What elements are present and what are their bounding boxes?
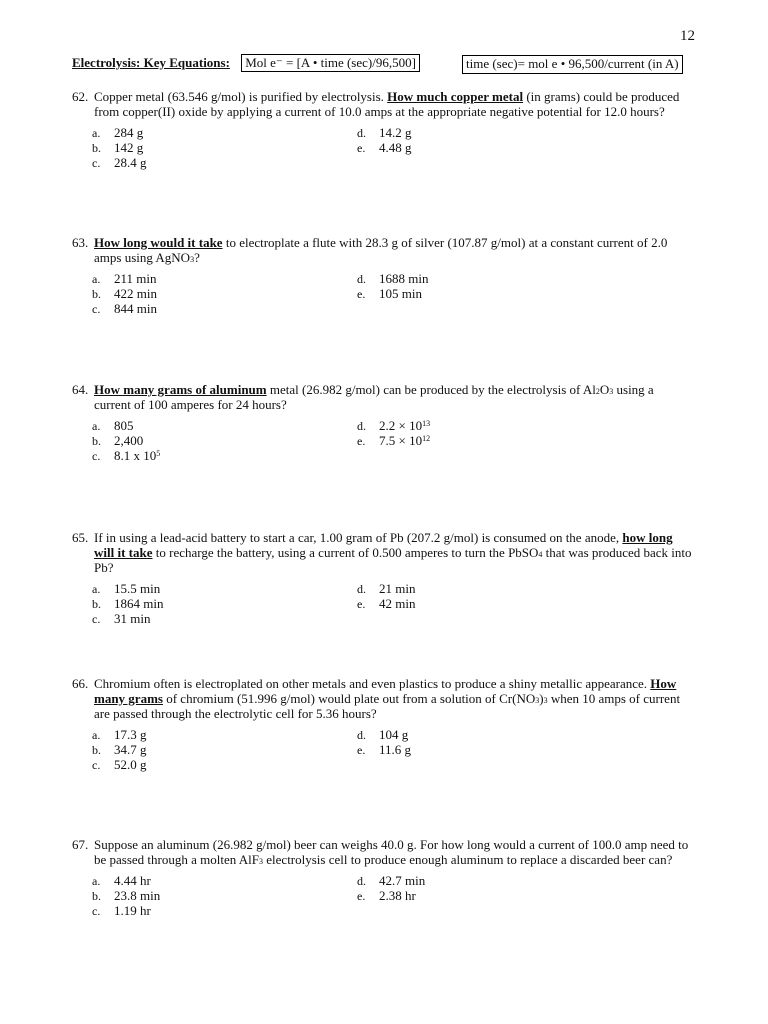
answer-option[interactable]: b. 34.7 g: [92, 742, 147, 757]
answer-option[interactable]: c. 8.1 x $10^5$: [92, 448, 161, 463]
question-text: Copper metal (63.546 g/mol) is purified by electrolysis. How much copper metal (in grams) could be produced from copper(II) oxide by applying a current of 10.0 amps at the appropriate negative potential for 12.0 hours?: [94, 89, 680, 119]
equations-title: Electrolysis: Key Equations:: [72, 55, 230, 70]
page-number: 12: [680, 28, 695, 44]
answer-option[interactable]: c. 1.19 hr: [92, 903, 151, 918]
question-66: [72, 676, 692, 775]
question-text: Chromium often is electroplated on other metals and even plastics to produce a shiny metallic appearance. How many grams of chromium (51.996 g/mol) would plate out from a solution of $Cr(NO_3)_3$ when 10 amps of current are passed through the electrolytic cell for 5.36 hours?: [94, 676, 681, 721]
answer-option[interactable]: e. 105 min: [357, 286, 422, 301]
answer-option[interactable]: a. 4.44 hr: [92, 873, 151, 888]
answer-option[interactable]: d. 42.7 min: [357, 873, 426, 888]
answer-option[interactable]: a. 284 g: [92, 125, 144, 140]
question-number: 64.: [72, 382, 89, 397]
question-text: How long would it take to electroplate a flute with 28.3 g of silver (107.87 g/mol) at a constant current of 2.0 amps using AgNO$_3$?: [94, 235, 668, 265]
answer-option[interactable]: d. 14.2 g: [357, 125, 412, 140]
question-text: How many grams of aluminum metal (26.982 g/mol) can be produced by the electrolysis of $Al_2O_3$ using a current of 100 amperes for 24 hours?: [94, 382, 654, 412]
answer-choices: [72, 125, 692, 173]
answer-option[interactable]: e. 11.6 g: [357, 742, 412, 757]
question-63: [72, 235, 692, 319]
answer-option[interactable]: d. 104 g: [357, 727, 409, 742]
question-number: 65.: [72, 530, 89, 545]
answer-choices: [72, 873, 692, 921]
key-equations-bar: [72, 55, 679, 71]
answer-choices: [72, 581, 692, 629]
equation-box-time: time (sec)= mol e • 96,500/current (in A): [462, 55, 683, 74]
question-text: Suppose an aluminum (26.982 g/mol) beer can weighs 40.0 g. For how long would a current of 100.0 amp need to be passed through a molten AlF$_3$ electrolysis cell to produce enough aluminum to replace a discarded beer can?: [94, 837, 689, 867]
answer-choices: [72, 727, 692, 775]
question-64: [72, 382, 692, 466]
answer-option[interactable]: e. 42 min: [357, 596, 416, 611]
answer-option[interactable]: a. 17.3 g: [92, 727, 147, 742]
answer-option[interactable]: b. 142 g: [92, 140, 144, 155]
question-65: [72, 530, 692, 629]
answer-option[interactable]: d. 1688 min: [357, 271, 429, 286]
question-number: 67.: [72, 837, 89, 852]
answer-option[interactable]: b. 1864 min: [92, 596, 164, 611]
answer-option[interactable]: c. 844 min: [92, 301, 157, 316]
answer-option[interactable]: d. 21 min: [357, 581, 416, 596]
answer-choices: [72, 418, 692, 466]
answer-option[interactable]: e. $7.5 \times 10^{12}$: [357, 433, 431, 448]
answer-option[interactable]: d. $2.2 \times 10^{13}$: [357, 418, 431, 433]
question-number: 66.: [72, 676, 89, 691]
answer-option[interactable]: c. 28.4 g: [92, 155, 147, 170]
answer-option[interactable]: e. 4.48 g: [357, 140, 412, 155]
question-number: 63.: [72, 235, 89, 250]
question-number: 62.: [72, 89, 89, 104]
answer-option[interactable]: b. 2,400: [92, 433, 144, 448]
answer-option[interactable]: a. 15.5 min: [92, 581, 161, 596]
answer-option[interactable]: b. 422 min: [92, 286, 157, 301]
answer-option[interactable]: e. 2.38 hr: [357, 888, 416, 903]
question-67: [72, 837, 692, 921]
answer-option[interactable]: a. 211 min: [92, 271, 157, 286]
answer-option[interactable]: a. 805: [92, 418, 134, 433]
answer-option[interactable]: b. 23.8 min: [92, 888, 161, 903]
answer-option[interactable]: c. 52.0 g: [92, 757, 147, 772]
answer-choices: [72, 271, 692, 319]
question-text: If in using a lead-acid battery to start a car, 1.00 gram of Pb (207.2 g/mol) is consumed on the anode, how long will it take to recharge the battery, using a current of 0.500 amperes to turn the PbSO$_4$ that was produced back into Pb?: [94, 530, 692, 575]
equation-box-moles: Mol e⁻ = [A • time (sec)/96,500]: [241, 54, 420, 72]
answer-option[interactable]: c. 31 min: [92, 611, 151, 626]
question-62: [72, 89, 692, 173]
